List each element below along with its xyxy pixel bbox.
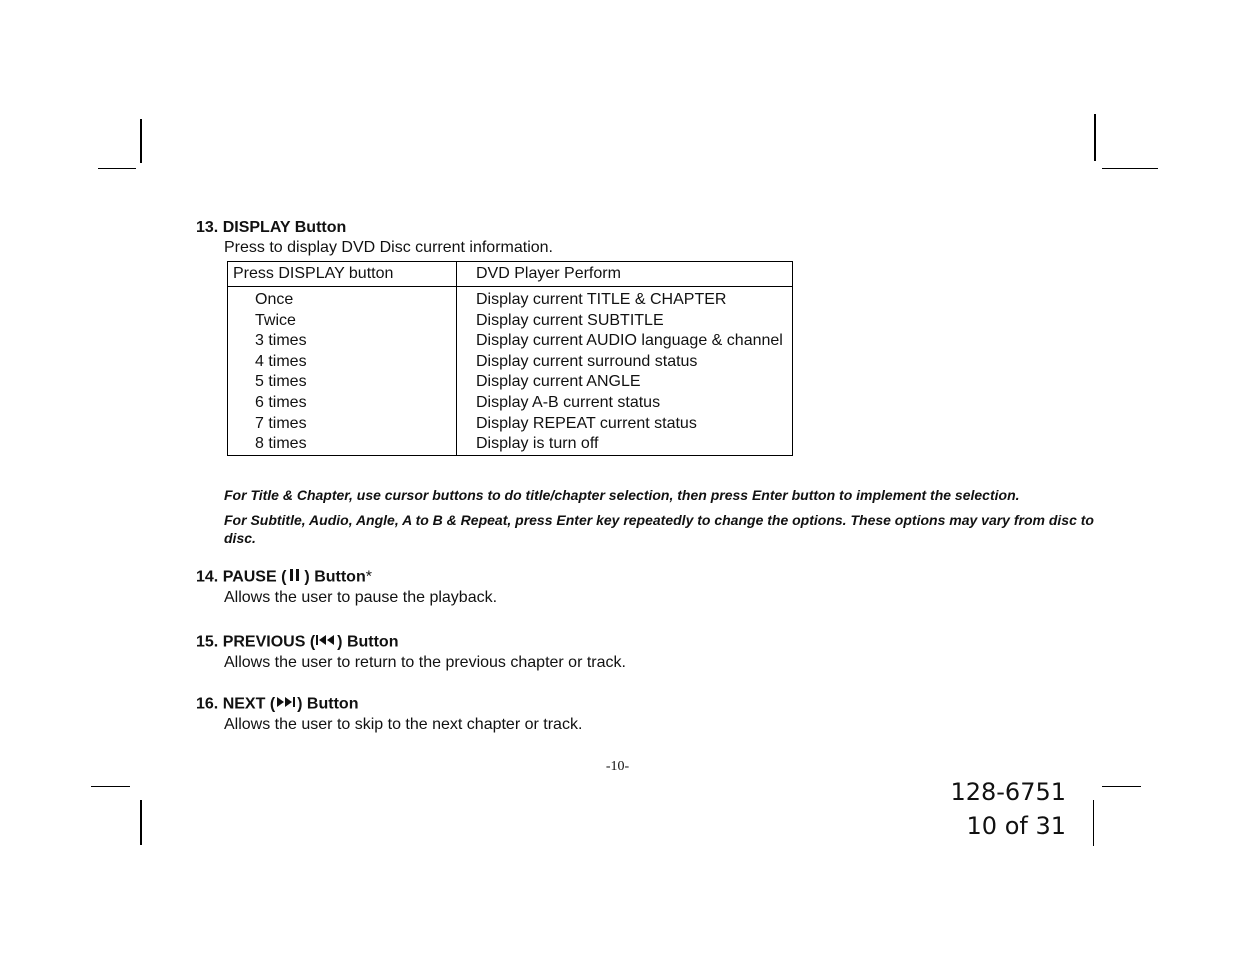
header-player-perform: DVD Player Perform	[476, 265, 621, 282]
table-cell: Display A-B current status	[476, 393, 661, 411]
section-16-description: Allows the user to skip to the next chapter or track.	[224, 716, 583, 733]
table-cell: Display current TITLE & CHAPTER	[476, 291, 727, 308]
section-15-heading	[196, 633, 398, 652]
table-cell: Display current ANGLE	[476, 373, 641, 391]
table-body-row	[228, 287, 793, 456]
table-cell: Once	[255, 291, 294, 308]
page-count: 10 of 31	[966, 812, 1066, 840]
crop-mark-top-left-horizontal	[98, 168, 136, 169]
table-cell: Twice	[255, 311, 296, 329]
section-14-description: Allows the user to pause the playback.	[224, 589, 498, 606]
options-note: For Subtitle, Audio, Angle, A to B & Repeat, press Enter key repeatedly to change the options. These options may vary from disc to disc.	[224, 512, 1094, 546]
page-number: -10-	[605, 759, 630, 774]
section-number: 15.	[196, 633, 219, 651]
section-14-heading	[196, 567, 372, 588]
crop-mark-bottom-left-vertical	[140, 800, 142, 845]
section-number: 14.	[196, 568, 219, 586]
section-13-heading	[196, 219, 346, 237]
document-reference: 128-6751	[950, 778, 1066, 806]
previous-icon	[315, 633, 337, 652]
crop-mark-bottom-right-horizontal	[1102, 786, 1141, 787]
table-header-cell	[457, 262, 793, 287]
table-cell: Display REPEAT current status	[476, 414, 697, 432]
crop-mark-top-right-horizontal	[1102, 168, 1158, 169]
section-number: 13.	[196, 219, 219, 236]
table-cell: 5 times	[255, 373, 307, 391]
section-title-end: ) Button	[337, 633, 399, 651]
table-cell: Display is turn off	[476, 435, 599, 453]
table-cell: 8 times	[255, 435, 307, 453]
asterisk: *	[365, 568, 372, 586]
title-chapter-note: For Title & Chapter, use cursor buttons to do title/chapter selection, then press Enter button to implement the selection.	[224, 487, 1020, 503]
player-perform-column	[457, 287, 793, 456]
crop-mark-top-right-vertical	[1094, 114, 1096, 161]
table-cell: 7 times	[255, 414, 307, 432]
section-title-end: ) Button	[297, 695, 359, 713]
table-cell: 3 times	[255, 332, 307, 350]
crop-mark-top-left-vertical	[140, 119, 142, 163]
section-title: DISPLAY Button	[222, 219, 347, 236]
press-count-column	[228, 287, 457, 456]
table-cell: Display current AUDIO language & channel	[476, 332, 783, 350]
section-16-heading	[196, 695, 358, 714]
header-press-count: Press DISPLAY button	[233, 265, 394, 282]
section-title-start: PAUSE (	[222, 568, 287, 586]
crop-mark-bottom-right-vertical	[1093, 800, 1094, 846]
table-header-cell	[228, 262, 457, 287]
crop-mark-bottom-left-horizontal	[91, 786, 130, 787]
section-15-description: Allows the user to return to the previous chapter or track.	[224, 654, 626, 671]
section-number: 16.	[196, 695, 219, 713]
section-title-start: NEXT (	[222, 695, 276, 713]
table-header-row	[228, 262, 793, 287]
table-cell: 4 times	[255, 352, 307, 370]
table-cell: Display current surround status	[476, 352, 698, 370]
section-title-end: ) Button	[304, 568, 366, 586]
next-icon	[275, 695, 297, 714]
display-table	[227, 261, 793, 456]
table-cell: 6 times	[255, 393, 307, 411]
section-title-start: PREVIOUS (	[222, 633, 316, 651]
pause-icon	[286, 567, 304, 588]
section-13-description: Press to display DVD Disc current information.	[224, 239, 553, 256]
table-cell: Display current SUBTITLE	[476, 311, 664, 329]
